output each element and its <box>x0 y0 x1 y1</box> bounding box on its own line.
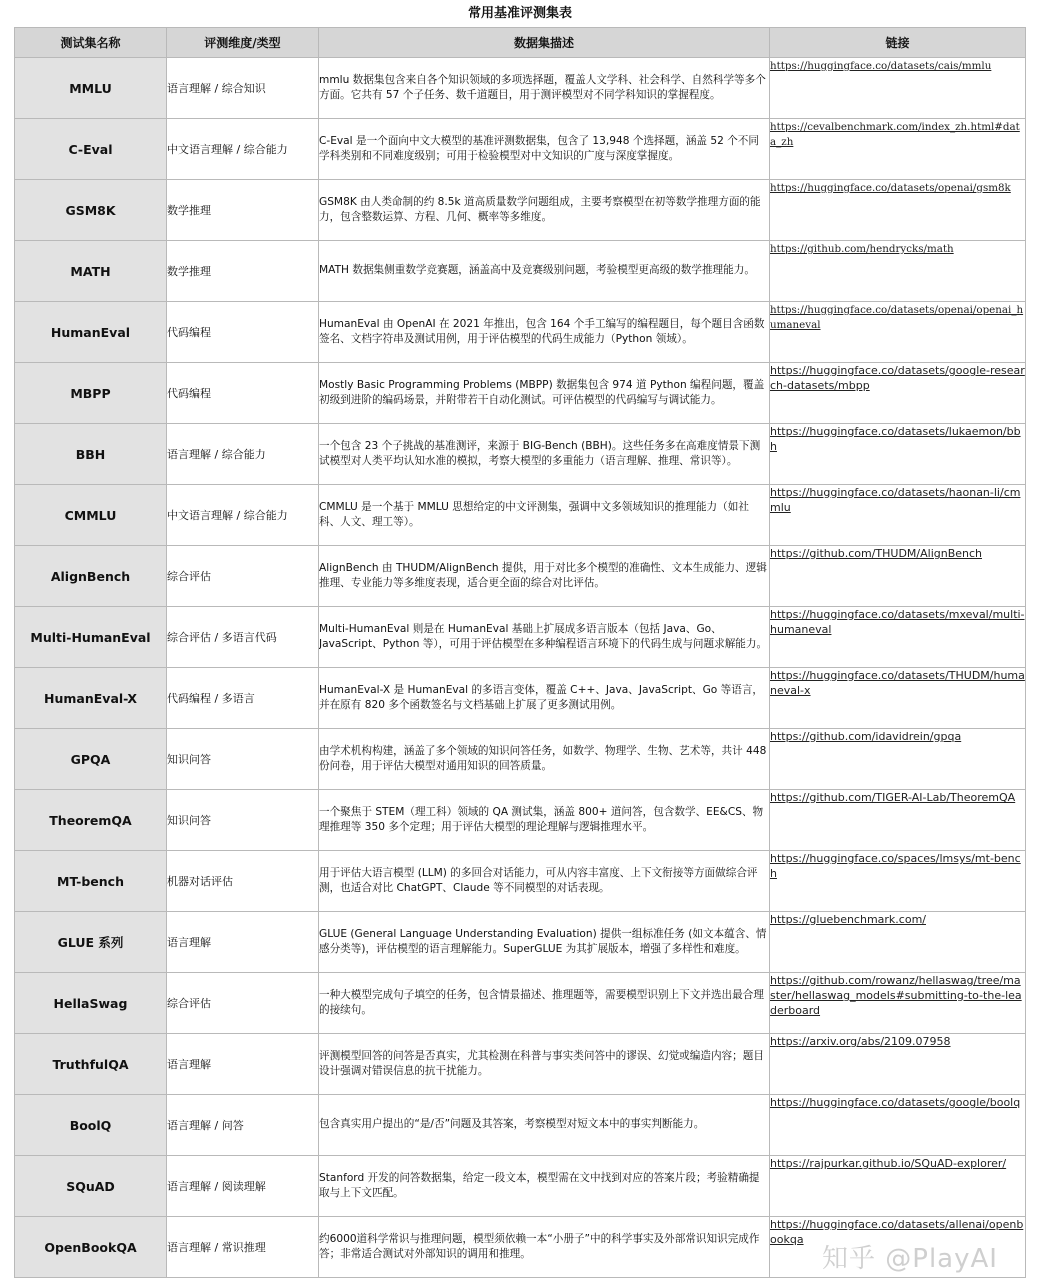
dataset-link[interactable]: https://huggingface.co/datasets/cais/mmlu <box>770 60 992 72</box>
description-cell: 用于评估大语言模型 (LLM) 的多回合对话能力，可从内容丰富度、上下文衔接等方面做综合评测，也适合对比 ChatGPT、Claude 等不同模型的对话表现。 <box>319 851 770 912</box>
table-row <box>15 1034 1026 1095</box>
page-title: 常用基准评测集表 <box>467 6 572 21</box>
dataset-link[interactable]: https://github.com/rowanz/hellaswag/tree/master/hellaswag_models#submitting-to-the-leaderboard <box>770 974 1022 1017</box>
description-cell: mmlu 数据集包含来自各个知识领域的多项选择题，覆盖人文学科、社会科学、自然科学等多个方面。它共有 57 个子任务、数千道题目，用于测评模型对不同学科知识的掌握程度。 <box>319 58 770 119</box>
dataset-name-cell: MT-bench <box>15 851 167 912</box>
header-link: 链接 <box>770 28 1026 58</box>
dataset-name-cell: GPQA <box>15 729 167 790</box>
dimension-cell: 知识问答 <box>167 790 319 851</box>
dimension-cell: 综合评估 <box>167 973 319 1034</box>
dimension-cell: 语言理解 <box>167 912 319 973</box>
dataset-link[interactable]: https://huggingface.co/spaces/lmsys/mt-bench <box>770 852 1021 880</box>
dimension-cell: 知识问答 <box>167 729 319 790</box>
dimension-cell: 代码编程 <box>167 363 319 424</box>
table-row <box>15 1217 1026 1278</box>
benchmark-table <box>14 27 1026 1278</box>
dataset-link[interactable]: https://github.com/THUDM/AlignBench <box>770 547 983 560</box>
link-cell <box>770 363 1026 424</box>
dataset-name-cell: C-Eval <box>15 119 167 180</box>
description-cell: 包含真实用户提出的“是/否”问题及其答案，考察模型对短文本中的事实判断能力。 <box>319 1095 770 1156</box>
table-row <box>15 119 1026 180</box>
dataset-link[interactable]: https://arxiv.org/abs/2109.07958 <box>770 1035 951 1048</box>
dimension-cell: 综合评估 / 多语言代码 <box>167 607 319 668</box>
description-cell: 一个包含 23 个子挑战的基准测评，来源于 BIG-Bench (BBH)。这些任务多在高难度情景下测试模型对人类平均认知水准的模拟，考察大模型的多重能力（语言理解、推理、常识等）。 <box>319 424 770 485</box>
dataset-link[interactable]: https://huggingface.co/datasets/haonan-li/cmmlu <box>770 486 1021 514</box>
dataset-name-cell: SQuAD <box>15 1156 167 1217</box>
description-cell: HumanEval-X 是 HumanEval 的多语言变体，覆盖 C++、Java、JavaScript、Go 等语言，并在原有 820 多个函数签名与文档基础上扩展了更多测试用例。 <box>319 668 770 729</box>
dataset-name-cell: HumanEval <box>15 302 167 363</box>
description-cell: 由学术机构构建，涵盖了多个领域的知识问答任务，如数学、物理学、生物、艺术等，共计 448 份问卷，用于评估大模型对通用知识的回答质量。 <box>319 729 770 790</box>
dimension-cell: 数学推理 <box>167 180 319 241</box>
table-row <box>15 973 1026 1034</box>
table-row <box>15 424 1026 485</box>
table-row <box>15 912 1026 973</box>
dataset-name-cell: GSM8K <box>15 180 167 241</box>
description-cell: 评测模型回答的问答是否真实，尤其检测在科普与事实类问答中的谬误、幻觉或编造内容；题目设计强调对错误信息的抗干扰能力。 <box>319 1034 770 1095</box>
link-cell <box>770 1217 1026 1278</box>
dataset-link[interactable]: https://huggingface.co/datasets/google/boolq <box>770 1096 1021 1109</box>
dataset-name-cell: Multi-HumanEval <box>15 607 167 668</box>
dataset-link[interactable]: https://huggingface.co/datasets/openai/gsm8k <box>770 182 1011 194</box>
description-cell: AlignBench 由 THUDM/AlignBench 提供，用于对比多个模型的准确性、文本生成能力、逻辑推理、专业能力等多维度表现，适合更全面的综合对比评估。 <box>319 546 770 607</box>
description-cell: GSM8K 由人类命制的约 8.5k 道高质量数学问题组成，主要考察模型在初等数学推理方面的能力，包含整数运算、方程、几何、概率等多维度。 <box>319 180 770 241</box>
header-dimension: 评测维度/类型 <box>167 28 319 58</box>
table-header-row <box>15 28 1026 58</box>
link-cell <box>770 119 1026 180</box>
link-cell <box>770 1034 1026 1095</box>
table-row <box>15 851 1026 912</box>
header-name: 测试集名称 <box>15 28 167 58</box>
link-cell <box>770 607 1026 668</box>
dataset-link[interactable]: https://github.com/hendrycks/math <box>770 243 954 255</box>
link-cell <box>770 58 1026 119</box>
dataset-name-cell: HumanEval-X <box>15 668 167 729</box>
link-cell <box>770 851 1026 912</box>
link-cell <box>770 729 1026 790</box>
dataset-name-cell: TheoremQA <box>15 790 167 851</box>
table-row <box>15 729 1026 790</box>
link-cell <box>770 302 1026 363</box>
dataset-link[interactable]: https://huggingface.co/datasets/google-research-datasets/mbpp <box>770 364 1025 392</box>
dimension-cell: 代码编程 <box>167 302 319 363</box>
table-row <box>15 1095 1026 1156</box>
dimension-cell: 数学推理 <box>167 241 319 302</box>
dataset-name-cell: AlignBench <box>15 546 167 607</box>
table-row <box>15 546 1026 607</box>
dimension-cell: 语言理解 / 阅读理解 <box>167 1156 319 1217</box>
watermark: 知乎 @PlayAI <box>822 1244 998 1274</box>
description-cell: MATH 数据集侧重数学竞赛题，涵盖高中及竞赛级别问题，考验模型更高级的数学推理能力。 <box>319 241 770 302</box>
link-cell <box>770 241 1026 302</box>
dataset-name-cell: BBH <box>15 424 167 485</box>
table-body <box>15 58 1026 1278</box>
link-cell <box>770 1156 1026 1217</box>
link-cell <box>770 485 1026 546</box>
dataset-name-cell: BoolQ <box>15 1095 167 1156</box>
dataset-link[interactable]: https://huggingface.co/datasets/mxeval/multi-humaneval <box>770 608 1025 636</box>
dimension-cell: 中文语言理解 / 综合能力 <box>167 119 319 180</box>
dataset-name-cell: OpenBookQA <box>15 1217 167 1278</box>
dataset-link[interactable]: https://huggingface.co/datasets/allenai/openbookqa <box>770 1218 1024 1246</box>
table-row <box>15 302 1026 363</box>
dataset-name-cell: TruthfulQA <box>15 1034 167 1095</box>
dataset-name-cell: MBPP <box>15 363 167 424</box>
table-row <box>15 790 1026 851</box>
description-cell: 约6000道科学常识与推理问题，模型须依赖一本“小册子”中的科学事实及外部常识知识完成作答；非常适合测试对外部知识的调用和推理。 <box>319 1217 770 1278</box>
table-row <box>15 1156 1026 1217</box>
dataset-link[interactable]: https://github.com/TIGER-AI-Lab/TheoremQA <box>770 791 1016 804</box>
table-row <box>15 485 1026 546</box>
link-cell <box>770 180 1026 241</box>
dataset-link[interactable]: https://gluebenchmark.com/ <box>770 913 926 926</box>
link-cell <box>770 1095 1026 1156</box>
link-cell <box>770 790 1026 851</box>
dataset-name-cell: MATH <box>15 241 167 302</box>
dataset-link[interactable]: https://huggingface.co/datasets/THUDM/humaneval-x <box>770 669 1025 697</box>
link-cell <box>770 668 1026 729</box>
description-cell: 一个聚焦于 STEM（理工科）领域的 QA 测试集，涵盖 800+ 道问答，包含数学、EE&CS、物理推理等 350 多个定理；用于评估大模型的理论理解与逻辑推理水平。 <box>319 790 770 851</box>
description-cell: GLUE (General Language Understanding Evaluation) 提供一组标准任务 (如文本蕴含、情感分类等)，评估模型的语言理解能力。SuperGLUE 为其扩展版本，增强了多样性和难度。 <box>319 912 770 973</box>
header-description: 数据集描述 <box>319 28 770 58</box>
dataset-link[interactable]: https://github.com/idavidrein/gpqa <box>770 730 962 743</box>
description-cell: HumanEval 由 OpenAI 在 2021 年推出，包含 164 个手工编写的编程题目，每个题目含函数签名、文档字符串及测试用例，用于评估模型的代码生成能力（Python 领域）。 <box>319 302 770 363</box>
dataset-name-cell: CMMLU <box>15 485 167 546</box>
dataset-name-cell: HellaSwag <box>15 973 167 1034</box>
table-row <box>15 180 1026 241</box>
dimension-cell: 语言理解 / 常识推理 <box>167 1217 319 1278</box>
description-cell: Multi-HumanEval 则是在 HumanEval 基础上扩展成多语言版本（包括 Java、Go、JavaScript、Python 等），可用于评估模型在多种编程语言环境下的代码生成与问题求解能力。 <box>319 607 770 668</box>
description-cell: Mostly Basic Programming Problems (MBPP) 数据集包含 974 道 Python 编程问题，覆盖初级到进阶的编码场景，并附带若干自动化测试。可评估模型的代码编写与调试能力。 <box>319 363 770 424</box>
dataset-name-cell: MMLU <box>15 58 167 119</box>
dimension-cell: 代码编程 / 多语言 <box>167 668 319 729</box>
dimension-cell: 语言理解 / 问答 <box>167 1095 319 1156</box>
table-row <box>15 668 1026 729</box>
table-row <box>15 363 1026 424</box>
description-cell: CMMLU 是一个基于 MMLU 思想给定的中文评测集，强调中文多领域知识的推理能力（如社科、人文、理工等）。 <box>319 485 770 546</box>
table-row <box>15 607 1026 668</box>
table-row <box>15 241 1026 302</box>
link-cell <box>770 424 1026 485</box>
dataset-link[interactable]: https://cevalbenchmark.com/index_zh.html#data_zh <box>770 121 1020 148</box>
dimension-cell: 语言理解 / 综合知识 <box>167 58 319 119</box>
table-row <box>15 58 1026 119</box>
dataset-link[interactable]: https://rajpurkar.github.io/SQuAD-explorer/ <box>770 1157 1007 1170</box>
link-cell <box>770 912 1026 973</box>
dimension-cell: 综合评估 <box>167 546 319 607</box>
dimension-cell: 语言理解 / 综合能力 <box>167 424 319 485</box>
link-cell <box>770 973 1026 1034</box>
dimension-cell: 语言理解 <box>167 1034 319 1095</box>
description-cell: C-Eval 是一个面向中文大模型的基准评测数据集，包含了 13,948 个选择题，涵盖 52 个不同学科类别和不同难度级别；可用于检验模型对中文知识的广度与深度掌握度。 <box>319 119 770 180</box>
description-cell: Stanford 开发的问答数据集，给定一段文本，模型需在文中找到对应的答案片段；考验精确提取与上下文匹配。 <box>319 1156 770 1217</box>
link-cell <box>770 546 1026 607</box>
dimension-cell: 中文语言理解 / 综合能力 <box>167 485 319 546</box>
dataset-link[interactable]: https://huggingface.co/datasets/lukaemon/bbh <box>770 425 1021 453</box>
dataset-name-cell: GLUE 系列 <box>15 912 167 973</box>
dimension-cell: 机器对话评估 <box>167 851 319 912</box>
description-cell: 一种大模型完成句子填空的任务，包含情景描述、推理题等，需要模型识别上下文并选出最合理的接续句。 <box>319 973 770 1034</box>
dataset-link[interactable]: https://huggingface.co/datasets/openai/openai_humaneval <box>770 304 1024 331</box>
